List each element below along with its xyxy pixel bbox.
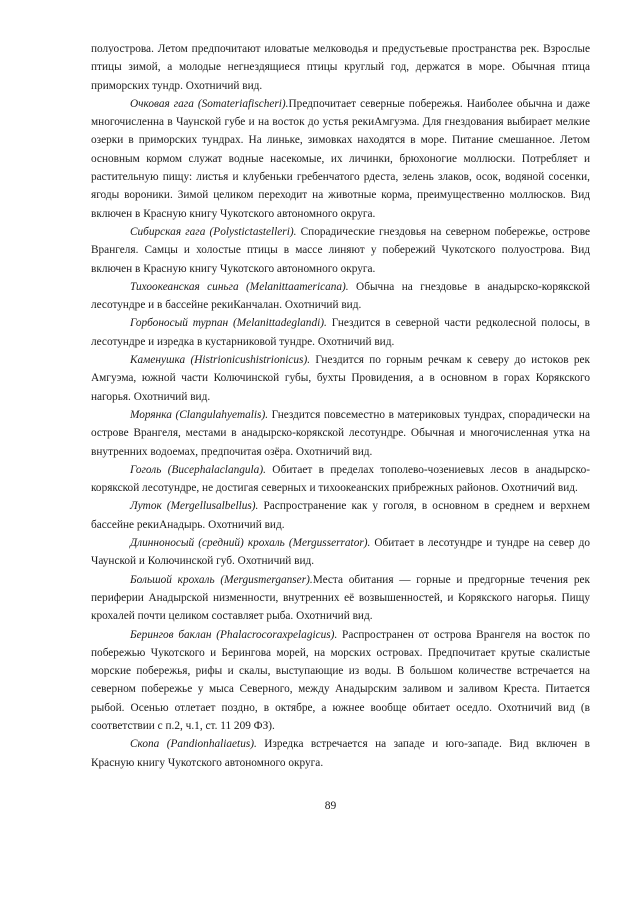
paragraph-tikhookeanskaya-singa [91, 278, 590, 315]
body-text [91, 40, 590, 772]
paragraph-bolshoi-krokhal [91, 571, 590, 626]
paragraph-text: Обитает в лесотундре и тундре на север до Чаунской и Колючинской губ. Охотничий вид. [91, 537, 590, 568]
species-name: Гоголь (Bucephalaclangula). [130, 463, 266, 476]
species-name: Морянка (Clangulahyemalis). [130, 408, 269, 421]
paragraph-lutok [91, 497, 590, 534]
species-name: Тихоокеанская синьга (Melanittaamericana). [130, 280, 349, 293]
species-name: Берингов баклан (Phalacrocoraxpelagicus). [130, 628, 338, 641]
page-number: 89 [324, 800, 337, 812]
paragraph-sibirskaya-gaga [91, 223, 590, 278]
paragraph-text: Распространение как у гоголя, в основном в среднем и верхнем бассейне рекиАнадырь. Охотничий вид. [91, 500, 591, 531]
paragraph-text: Места обитания — горные и предгорные течения рек периферии Анадырской низменности, внутренних её возвышенностей, и Корякского нагорья. Пищу крохалей почти целиком составляет рыба. Охотничий вид. [91, 573, 590, 623]
paragraph-ochkovaya-gaga [91, 95, 590, 223]
species-name: Каменушка (Histrionicushistrionicus). [130, 354, 311, 367]
paragraph-text: полуострова. Летом предпочитают иловатые мелководья и предустьевые пространства рек. Взрослые птицы зимой, а молодые негнездящиеся птицы круглый год, держатся в море. Обычная птица приморских тундр. Охотничий вид. [91, 43, 590, 92]
paragraph-gorbonosyi-turpan [91, 314, 590, 351]
paragraph-text: Обычна на гнездовье в анадырско-корякской лесотундре и в бассейне рекиКанчалан. Охотничий вид. [91, 280, 590, 312]
paragraph-dlinnonosyi-krokhal [91, 534, 590, 571]
species-name: Очковая гага (Somateriafischeri). [130, 97, 289, 110]
species-name: Луток (Mergellusalbellus). [130, 500, 259, 513]
paragraph-text: Спорадические гнездовья на северном побережье, острове Врангеля. Самцы и холостые птицы в массе линяют у побережий Чукотского полуострова. Вид включен в Красную книгу Чукотского автономного округа. [91, 225, 590, 275]
paragraph-text: Предпочитает северные побережья. Наиболее обычна и даже многочисленна в Чаунской губе и на восток до устья рекиАмгуэма. Для гнездования выбирает мелкие озерки в приморских тундрах. На линьке, зимовках находятся в море. Питание смешанное. Летом основным кормом служат водные насекомые, их личинки, брюхоногие моллюски. Потребляет и растительную пищу: листья и клубеньки гребенчатого рдеста, зелень злаков, осок, водяной сосенки, ягоды вороники. Зимой целиком переходит на животные корма, преимущественно моллюсков. Вид включен в Красную книгу Чукотского автономного округа. [91, 97, 590, 220]
paragraph-text: Распространен от острова Врангеля на восток по побережью Чукотского и Берингова морей, на морских островах. Предпочитает крутые скалистые морские побережья, рифы и скалы, выступающие из воды. В большом количестве встречается на северном побережье у мыса Северного, между Анадырским заливом и заливом Креста. Питается рыбой. Осенью отлетает поздно, в октябре, а южнее вообще обитает оседло. Охотничий вид (в соответствии с п.2, ч.1, ст. 11 209 ФЗ). [91, 628, 590, 732]
paragraph-gogol [91, 461, 590, 498]
paragraph-kamenushka [91, 351, 590, 406]
paragraph-text: Гнездится в северной части редколесной полосы, в лесотундре и изредка в кустарниковой тундре. Охотничий вид. [91, 317, 590, 348]
species-name: Длинноносый (средний) крохаль (Mergusserrator). [130, 537, 371, 550]
paragraph-beringov-baklan [91, 626, 590, 736]
paragraph-text: Изредка встречается на западе и юго-западе. Вид включен в Красную книгу Чукотского автономного округа. [91, 738, 590, 769]
paragraph-text: Гнездится повсеместно в материковых тундрах, спорадически на острове Врангеля, местами в анадырско-корякской лесотундре. Обычная и многочисленная утка на внутренних водоемах, предпочитая озёра. Охотничий вид. [91, 408, 590, 458]
species-name: Большой крохаль (Mergusmerganser). [130, 573, 313, 586]
paragraph-moryanka [91, 406, 590, 461]
paragraph-skopa [91, 735, 590, 772]
paragraph-text: Гнездится по горным речкам к северу до истоков рек Амгуэма, южной части Колючинской губы, бухты Провидения, а в основном в горах Корякского нагорья. Охотничий вид. [91, 354, 590, 403]
species-name: Горбоносый турпан (Melanittadeglandi). [130, 317, 327, 330]
species-name: Сибирская гага (Polystictastelleri). [130, 225, 297, 238]
paragraph-text: Обитает в пределах тополево-чозениевых лесов в анадырско-корякской лесотундре, не достигая северных и тихоокеанских прибрежных районов. Охотничий вид. [91, 463, 590, 495]
paragraph-continuation [91, 40, 590, 95]
species-name: Скопа (Pandionhaliaetus). [130, 738, 257, 751]
